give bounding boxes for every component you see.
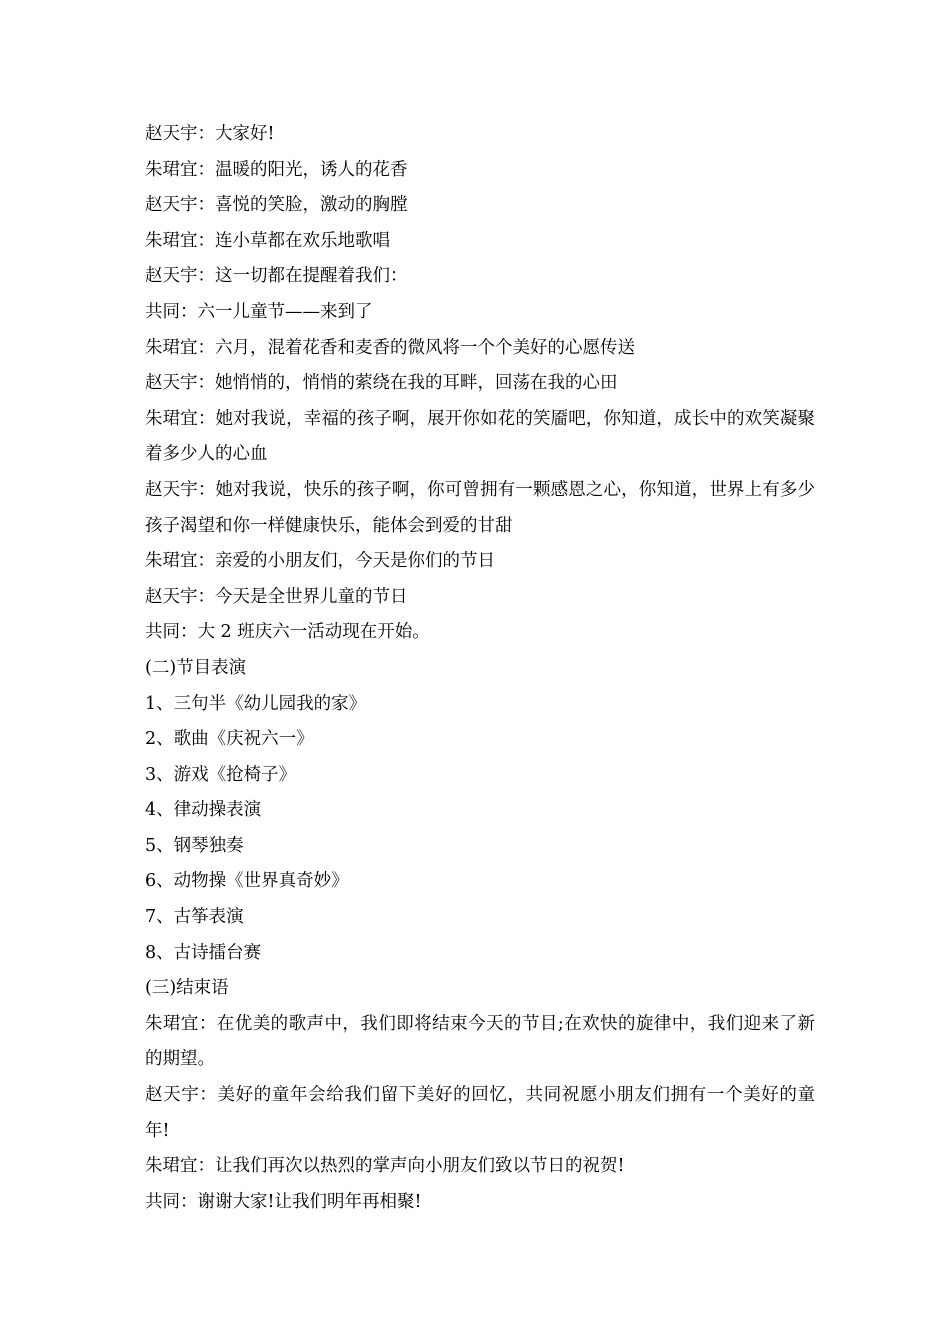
list-item: 8、古诗擂台赛 [145, 942, 262, 963]
paragraph: 朱珺宜：六月，混着花香和麦香的微风将一个个美好的心愿传送 [145, 337, 635, 358]
paragraph: 赵天宇：她对我说，快乐的孩子啊，你可曾拥有一颗感恩之心，你知道，世界上有多少孩子渴望和你一样健康快乐，能体会到爱的甘甜 [145, 479, 815, 536]
list-item: 4、律动操表演 [145, 800, 262, 821]
paragraph: 朱珺宜：她对我说，幸福的孩子啊，展开你如花的笑靥吧，你知道，成长中的欢笑凝聚着多少人的心血 [145, 408, 815, 465]
paragraph: 赵天宇：美好的童年会给我们留下美好的回忆，共同祝愿小朋友们拥有一个美好的童年! [145, 1085, 815, 1141]
section-heading: (二)节目表演 [145, 657, 247, 678]
list-item: 1、三句半《幼儿园我的家》 [145, 693, 367, 714]
list-item: 5、钢琴独奏 [145, 835, 244, 856]
list-item: 2、歌曲《庆祝六一》 [145, 729, 314, 750]
paragraph: 共同：谢谢大家!让我们明年再相聚! [145, 1191, 422, 1212]
list-item: 6、动物操《世界真奇妙》 [145, 871, 349, 892]
document-body [145, 117, 815, 1220]
paragraph: 朱珺宜：让我们再次以热烈的掌声向小朋友们致以节日的祝贺! [145, 1156, 625, 1177]
paragraph: 朱珺宜：在优美的歌声中，我们即将结束今天的节目;在欢快的旋律中，我们迎来了新的期望。 [145, 1013, 815, 1070]
paragraph: 赵天宇：这一切都在提醒着我们： [145, 266, 408, 287]
paragraph: 赵天宇：今天是全世界儿童的节日 [145, 586, 408, 607]
paragraph: 赵天宇：她悄悄的，悄悄的萦绕在我的耳畔，回荡在我的心田 [145, 373, 618, 394]
paragraph: 朱珺宜：连小草都在欢乐地歌唱 [145, 230, 390, 251]
paragraph: 赵天宇：大家好! [145, 124, 275, 144]
list-item: 3、游戏《抢椅子》 [145, 764, 297, 785]
paragraph: 共同：大 2 班庆六一活动现在开始。 [145, 622, 430, 643]
paragraph: 朱珺宜：亲爱的小朋友们，今天是你们的节日 [145, 551, 495, 572]
list-item: 7、古筝表演 [145, 907, 244, 928]
paragraph: 赵天宇：喜悦的笑脸，激动的胸膛 [145, 195, 408, 216]
section-heading: (三)结束语 [145, 978, 229, 999]
paragraph: 朱珺宜：温暖的阳光，诱人的花香 [145, 159, 408, 180]
paragraph: 共同：六一儿童节——来到了 [145, 301, 373, 322]
